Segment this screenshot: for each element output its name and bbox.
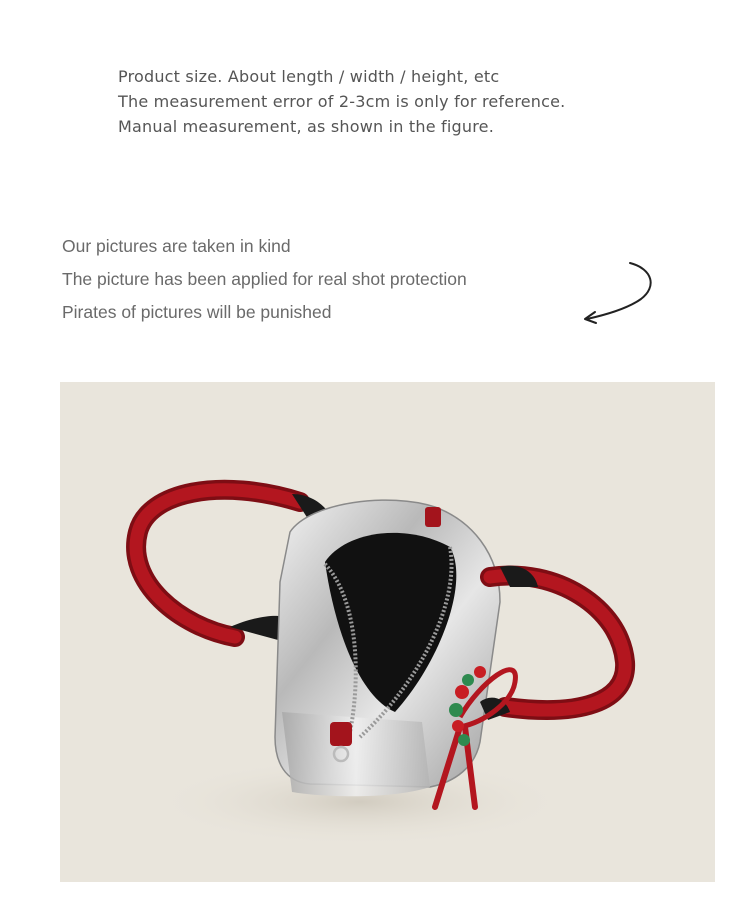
protection-notes xyxy=(62,234,467,333)
size-note-line: Manual measurement, as shown in the figure. xyxy=(118,117,494,136)
size-note-line: The measurement error of 2-3cm is only for reference. xyxy=(118,92,566,111)
protection-note-line: Our pictures are taken in kind xyxy=(62,236,291,256)
product-photo xyxy=(60,382,715,882)
bag-illustration xyxy=(60,382,715,882)
right-handle xyxy=(480,566,625,720)
size-note-line: Product size. About length / width / height, etc xyxy=(118,67,500,86)
protection-note-line: Pirates of pictures will be punished xyxy=(62,302,332,322)
zipper-pull xyxy=(425,507,441,527)
protection-note-line: The picture has been applied for real shot protection xyxy=(62,269,467,289)
size-notes xyxy=(118,64,565,139)
curved-arrow-icon xyxy=(575,255,665,330)
